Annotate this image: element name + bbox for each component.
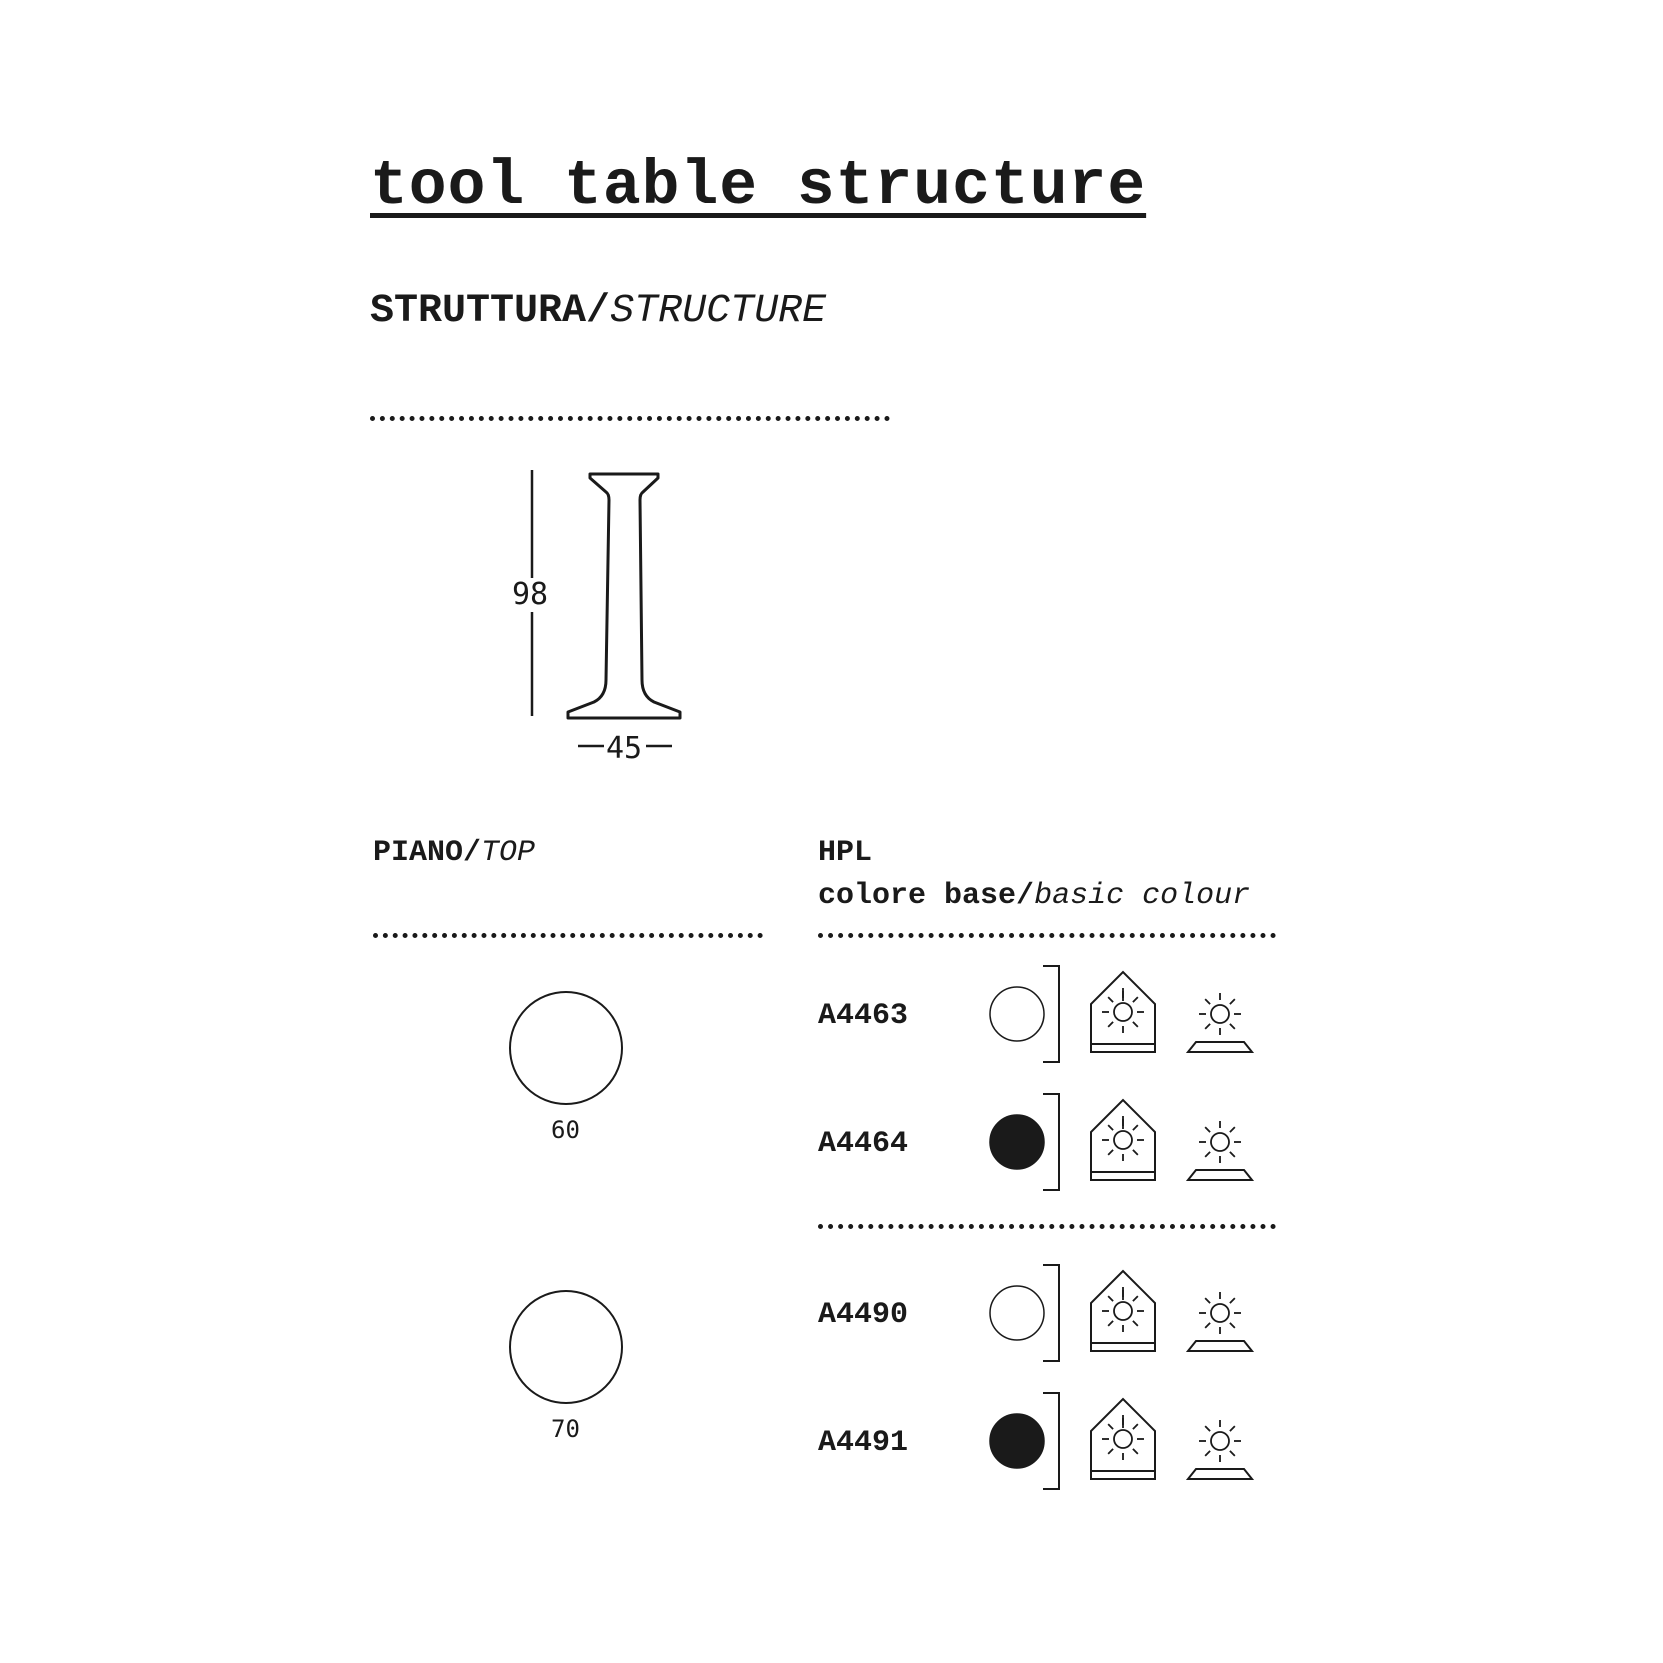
top-size-label: 70	[551, 1415, 580, 1443]
indoor-use-icon	[1091, 1100, 1155, 1180]
colour-label-it: colore base	[818, 879, 1017, 913]
top-separator: /	[463, 836, 482, 870]
top-label-it: PIANO	[373, 836, 464, 870]
height-dimension-label: 98	[512, 577, 549, 612]
indoor-use-icon	[1091, 1399, 1155, 1479]
bracket	[1043, 966, 1059, 1062]
outdoor-use-icon	[1188, 1420, 1252, 1479]
structure-separator: /	[586, 289, 611, 334]
width-dimension-label: 45	[606, 731, 643, 766]
structure-label-en: STRUCTURE	[610, 289, 827, 334]
outdoor-use-icon	[1188, 993, 1252, 1052]
colour-code: A4463	[818, 999, 909, 1033]
indoor-use-icon	[1091, 972, 1155, 1052]
bracket	[1043, 1393, 1059, 1489]
top-size-label: 60	[551, 1116, 580, 1144]
hpl-heading: HPL	[818, 836, 873, 870]
colour-swatch-white	[990, 1286, 1044, 1340]
page-title: tool table structure	[370, 151, 1147, 222]
outdoor-use-icon	[1188, 1121, 1252, 1180]
structure-label-it: STRUTTURA	[370, 289, 587, 334]
top-label-en: TOP	[481, 836, 536, 870]
colour-code: A4464	[818, 1127, 909, 1161]
bracket	[1043, 1265, 1059, 1361]
colour-swatch-black	[990, 1414, 1044, 1468]
indoor-use-icon	[1091, 1271, 1155, 1351]
colour-swatch-black	[990, 1115, 1044, 1169]
colour-code: A4490	[818, 1298, 909, 1332]
outdoor-use-icon	[1188, 1292, 1252, 1351]
colour-code: A4491	[818, 1426, 909, 1460]
bracket	[1043, 1094, 1059, 1190]
colour-label-en: basic colour	[1034, 879, 1251, 913]
colour-swatch-white	[990, 987, 1044, 1041]
colour-separator: /	[1016, 879, 1035, 913]
